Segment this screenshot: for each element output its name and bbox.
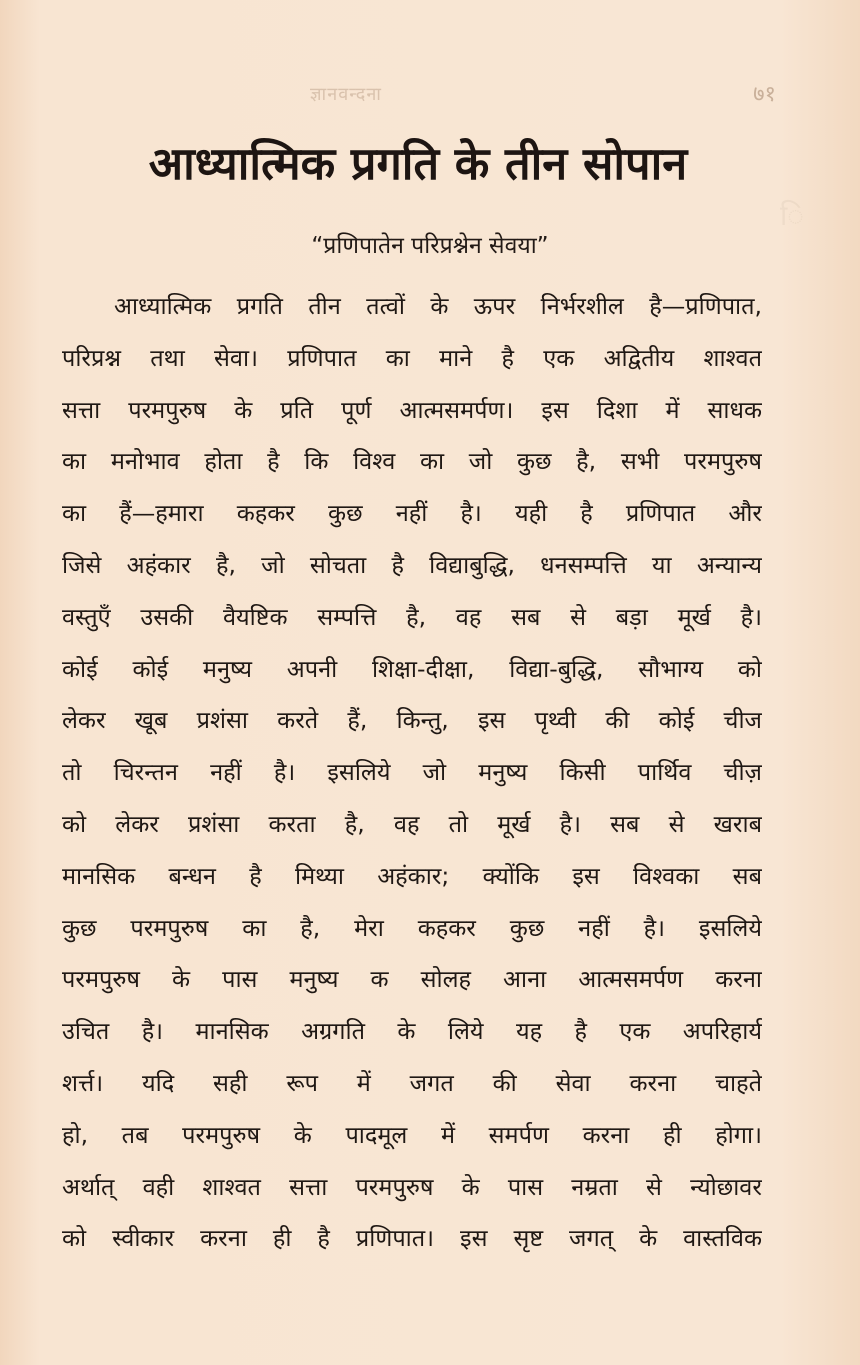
text-line: तो चिरन्तन नहीं है। इसलिये जो मनुष्य किसी पार्थिव चीज़ bbox=[62, 758, 762, 787]
page-number: ७१ bbox=[753, 82, 776, 107]
text-line: शर्त्त। यदि सही रूप में जगत की सेवा करना चाहते bbox=[62, 1068, 762, 1097]
text-line: जिसे अहंकार है, जो सोचता है विद्याबुद्धि, धनसम्पत्ति या अन्यान्य bbox=[62, 550, 762, 579]
text-line: का मनोभाव होता है कि विश्व का जो कुछ है, सभी परमपुरुष bbox=[62, 447, 762, 476]
text-line: मानसिक बन्धन है मिथ्या अहंकार; क्योंकि इस विश्वका सब bbox=[62, 861, 762, 890]
text-line: कोई कोई मनुष्य अपनी शिक्षा-दीक्षा, विद्या-बुद्धि, सौभाग्य को bbox=[62, 654, 762, 683]
text-line: आध्यात्मिक प्रगति तीन तत्वों के ऊपर निर्भरशील है—प्रणिपात, bbox=[114, 292, 762, 320]
text-line: उचित है। मानसिक अग्रगति के लिये यह है एक अपरिहार्य bbox=[62, 1017, 762, 1046]
text-line: लेकर खूब प्रशंसा करते हैं, किन्तु, इस पृथ्वी की कोई चीज bbox=[62, 706, 762, 735]
running-head: ज्ञानवन्दना bbox=[310, 84, 382, 105]
text-line: का हैं—हमारा कहकर कुछ नहीं है। यही है प्रणिपात और bbox=[62, 499, 762, 528]
text-line: हो, तब परमपुरुष के पादमूल में समर्पण करना ही होगा। bbox=[62, 1120, 762, 1149]
text-line: को स्वीकार करना ही है प्रणिपात। इस सृष्ट जगत् के वास्तविक bbox=[62, 1224, 762, 1253]
text-line: सत्ता परमपुरुष के प्रति पूर्ण आत्मसमर्पण। इस दिशा में साधक bbox=[62, 395, 762, 424]
page-subtitle: “प्रणिपातेन परिप्रश्नेन सेवया” bbox=[311, 233, 549, 259]
text-line: को लेकर प्रशंसा करता है, वह तो मूर्ख है। सब से खराब bbox=[62, 809, 762, 838]
text-line: परिप्रश्न तथा सेवा। प्रणिपात का माने है एक अद्वितीय शाश्वत bbox=[62, 343, 762, 372]
text-line: कुछ परमपुरुष का है, मेरा कहकर कुछ नहीं है। इसलिये bbox=[62, 913, 762, 942]
text-line: वस्तुएँ उसकी वैयष्टिक सम्पत्ति है, वह सब से बड़ा मूर्ख है। bbox=[62, 602, 762, 631]
body-text bbox=[62, 281, 762, 1265]
page-title: आध्यात्मिक प्रगति के तीन सोपान bbox=[148, 137, 688, 190]
text-line: अर्थात् वही शाश्वत सत्ता परमपुरुष के पास नम्रता से न्योछावर bbox=[62, 1172, 762, 1201]
text-line: परमपुरुष के पास मनुष्य क सोलह आना आत्मसमर्पण करना bbox=[62, 965, 762, 994]
show-through-text: ि bbox=[780, 199, 804, 232]
